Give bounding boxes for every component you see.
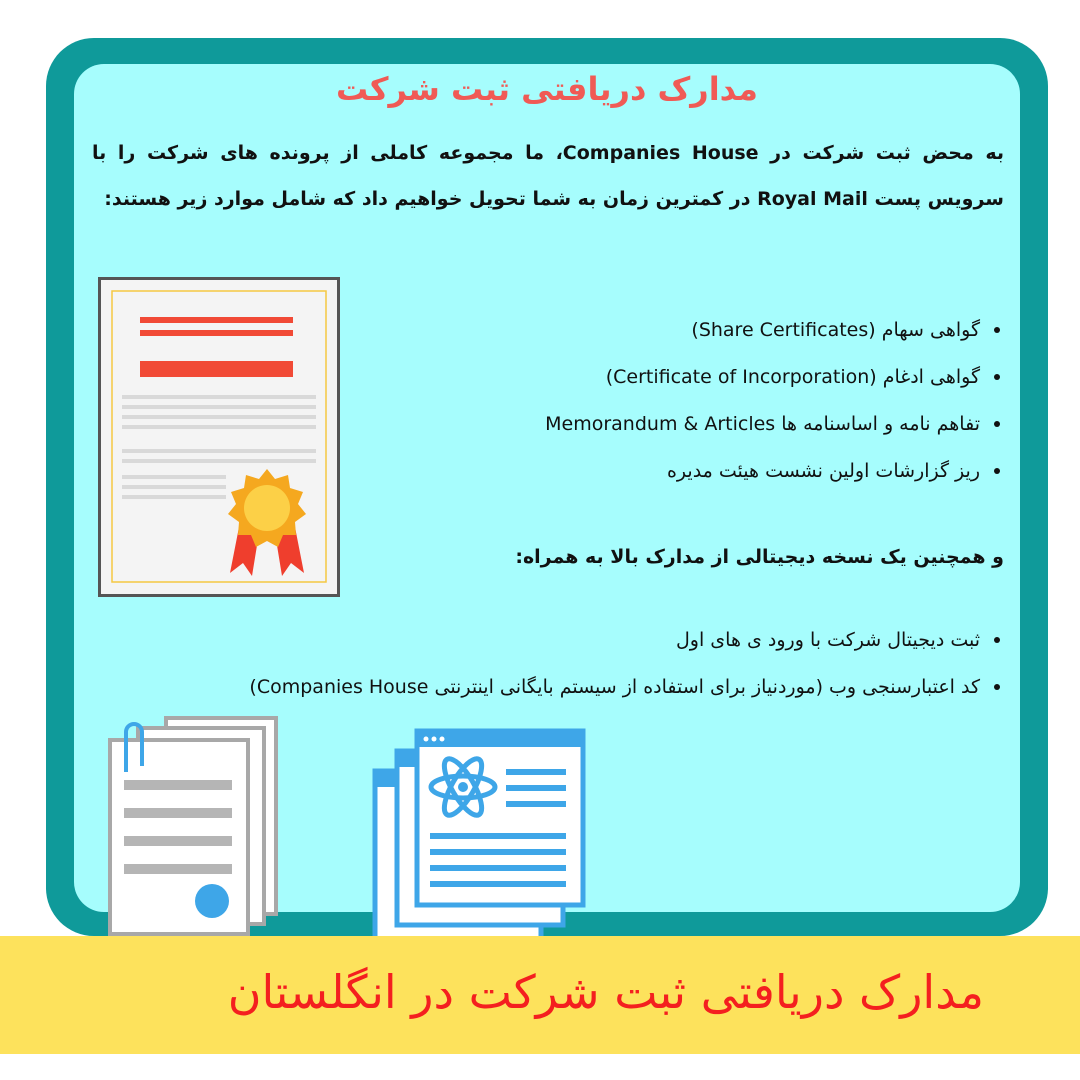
documents-list: [384, 318, 1004, 506]
list-item: تفاهم نامه و اساسنامه ها Memorandum & Articles: [384, 412, 1004, 436]
digital-items-list: [64, 628, 1004, 722]
clipped-documents-icon: [104, 716, 284, 938]
page-title: مدارک دریافتی ثبت شرکت: [336, 70, 758, 108]
list-item: گواهی سهام (Share Certificates): [384, 318, 1004, 342]
list-item: ریز گزارشات اولین نشست هیئت مدیره: [384, 459, 1004, 483]
list-item: کد اعتبارسنجی وب (موردنیاز برای استفاده از سیستم بایگانی اینترنتی Companies House): [64, 675, 1004, 699]
certificate-icon: [98, 277, 340, 597]
list-item: گواهی ادغام (Certificate of Incorporation): [384, 365, 1004, 389]
intro-paragraph: به محض ثبت شرکت در Companies House، ما مجموعه کاملی از پرونده های شرکت را با سرویس پست Royal Mail در کمترین زمان به شما تحویل خواهیم داد که شامل موارد زیر هستند:: [92, 142, 1004, 210]
science-webpages-icon: [370, 727, 590, 949]
footer-banner-title: مدارک دریافتی ثبت شرکت در انگلستان: [227, 965, 984, 1019]
digital-heading: و همچنین یک نسخه دیجیتالی از مدارک بالا به همراه:: [515, 546, 1004, 568]
list-item: ثبت دیجیتال شرکت با ورود ی های اول: [64, 628, 1004, 652]
